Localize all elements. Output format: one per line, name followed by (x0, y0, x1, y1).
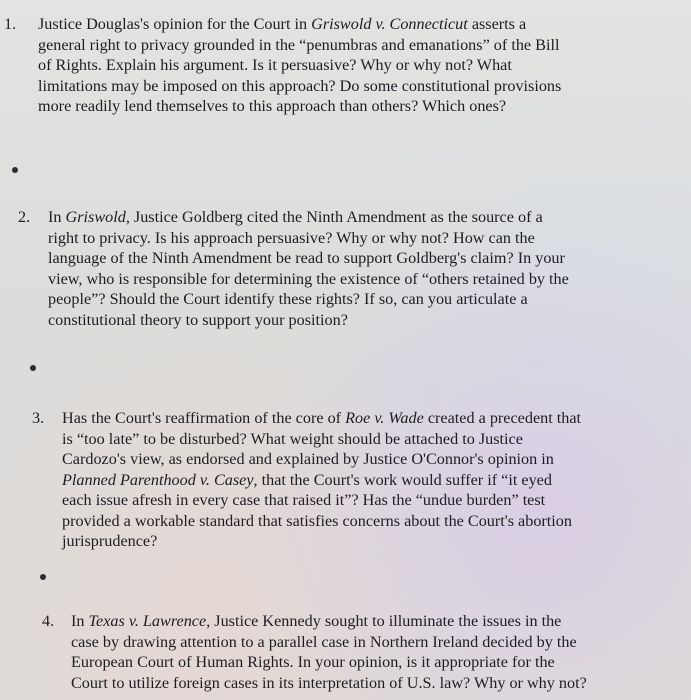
question-1 (4, 14, 562, 117)
text-line: limitations may be imposed on this approach? Do some constitutional provisions (38, 76, 562, 95)
text-line: In Texas v. Lawrence, Justice Kennedy sought to illuminate the issues in the (71, 612, 562, 630)
question-2 (18, 207, 569, 330)
question-text (71, 611, 587, 693)
question-3 (32, 408, 582, 552)
text-line: people”? Should the Court identify these rights? If so, can you articulate a (48, 290, 528, 308)
text-line: more readily lend themselves to this approach than others? Which ones? (38, 97, 507, 115)
text-line: In Griswold, Justice Goldberg cited the Ninth Amendment as the source of a (48, 208, 543, 226)
text-line: of Rights. Explain his argument. Is it persuasive? Why or why not? What (38, 56, 512, 74)
text-line: case by drawing attention to a parallel case in Northern Ireland decided by the (71, 632, 577, 651)
text-line: European Court of Human Rights. In your opinion, is it appropriate for the (71, 653, 555, 671)
italic-case-name: Texas v. Lawrence, (88, 612, 211, 630)
text-line: each issue afresh in every case that raised it”? Has the “undue burden” test (62, 491, 546, 509)
bullet-point (30, 365, 36, 371)
question-number: 1. (4, 15, 17, 33)
question-text (38, 14, 561, 117)
question-number: 3. (32, 409, 45, 427)
text-line: Planned Parenthood v. Casey, that the Court's work would suffer if “it eyed (62, 470, 552, 489)
text-line: Justice Douglas's opinion for the Court in Griswold v. Connecticut asserts a (38, 15, 527, 33)
question-text (62, 408, 581, 552)
italic-case-name: Griswold v. Connecticut (311, 15, 468, 33)
question-number: 4. (42, 612, 55, 630)
text-line: constitutional theory to support your position? (48, 310, 348, 329)
text-line: Has the Court's reaffirmation of the core of Roe v. Wade created a precedent that (62, 409, 582, 427)
italic-case-name: Griswold (65, 208, 126, 226)
italic-case-name: Planned Parenthood v. Casey (62, 470, 254, 489)
text-line: provided a workable standard that satisfies concerns about the Court's abortion (62, 511, 572, 530)
text-line: Court to utilize foreign cases in its interpretation of U.S. law? Why or why not? (71, 673, 587, 692)
italic-case-name: Roe v. Wade (345, 409, 424, 427)
text-line: jurisprudence? (62, 532, 158, 550)
bullet-point (40, 574, 46, 580)
text-line: Cardozo's view, as endorsed and explained by Justice O'Connor's opinion in (62, 450, 554, 468)
question-4 (42, 611, 587, 693)
text-line: general right to privacy grounded in the “penumbras and emanations” of the Bill (38, 35, 560, 54)
question-number: 2. (18, 208, 31, 226)
text-line: is “too late” to be disturbed? What weight should be attached to Justice (62, 429, 523, 448)
text-line: view, who is responsible for determining the existence of “others retained by the (48, 269, 569, 288)
bullet-point (12, 167, 18, 173)
text-line: language of the Ninth Amendment be read to support Goldberg's claim? In your (48, 249, 565, 267)
text-line: right to privacy. Is his approach persuasive? Why or why not? How can the (48, 228, 535, 247)
question-text (48, 207, 569, 330)
